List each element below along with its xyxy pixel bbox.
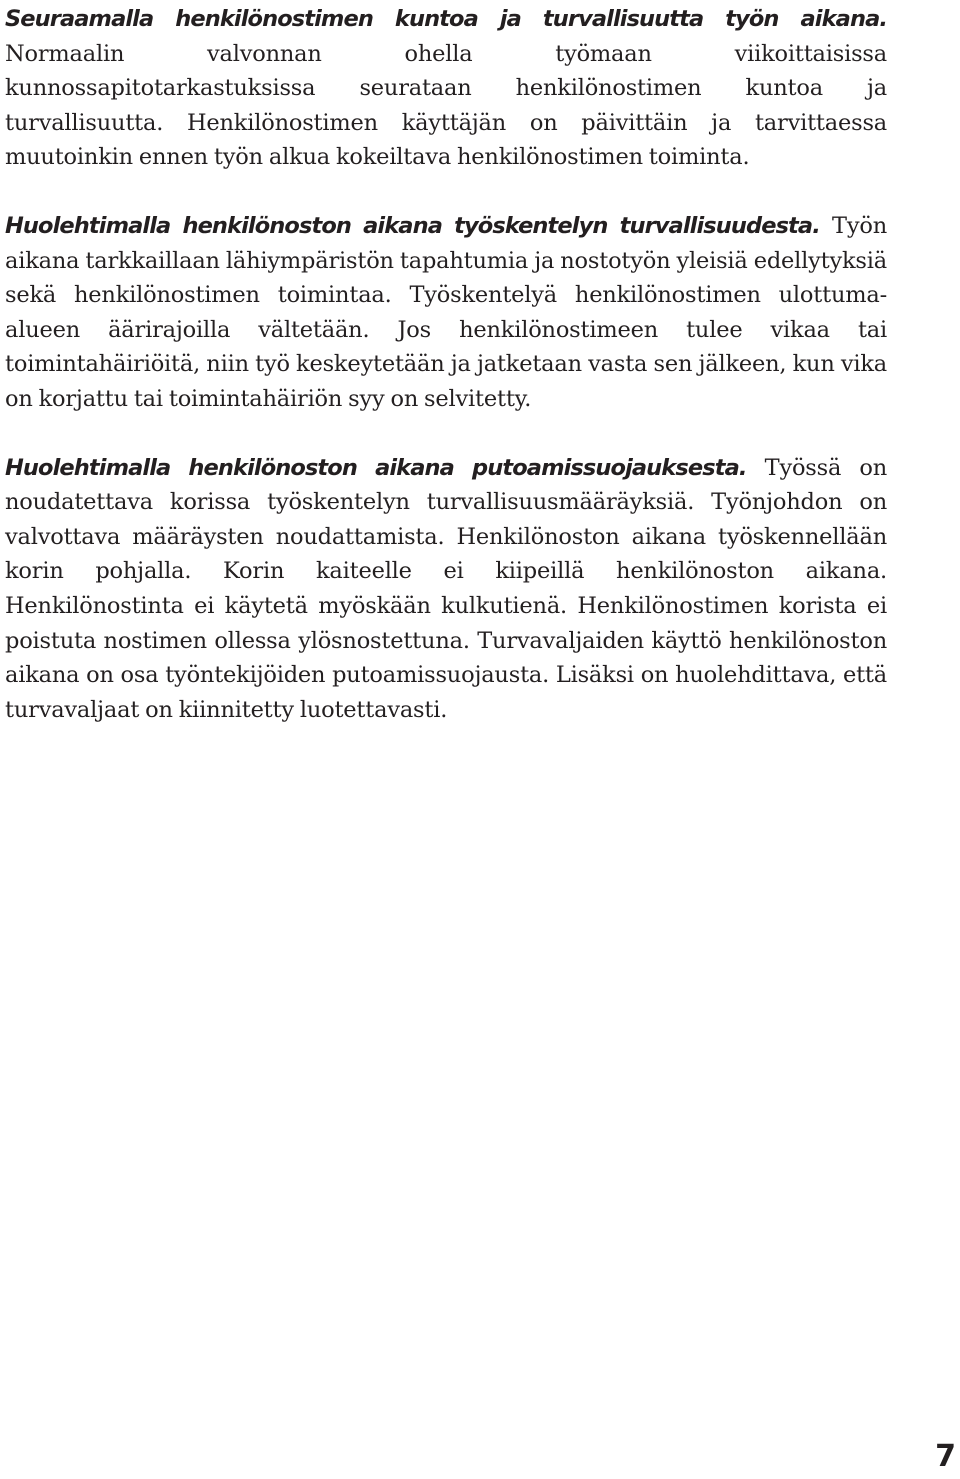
paragraph-body: Työn aikana tarkkaillaan lähiympäristön tapahtumia ja nostotyön yleisiä edellytyksiä sekä henkilönostimen toimintaa. Työskentelyä henkilönostimen ulottuma-alueen äärirajoilla vältetään. Jos henkilönostimeen tulee vikaa tai toimintahäiriöitä, niin työ keskeytetään ja jatketaan vasta sen jälkeen, kun vika on korjattu tai toimintahäiriön syy on selvitetty. [5,212,887,412]
paragraph-body: Työssä on noudatettava korissa työskentelyn turvallisuusmääräyksiä. Työnjohdon on valvottava määräysten noudattamista. Henkilönoston aikana työskennellään korin pohjalla. Korin kaiteelle ei kiipeillä henkilönoston aikana. Henkilönostinta ei käytetä myöskään kulkutienä. Henkilönostimen korista ei poistuta nostimen ollessa ylösnostettuna. Turvavaljaiden käyttö henkilönoston aikana on osa työntekijöiden putoamissuojausta. Lisäksi on huolehdittava, että turvavaljaat on kiinnitetty luotettavasti. [5,454,887,723]
paragraph-lead: Huolehtimalla henkilönoston aikana työskentelyn turvallisuudesta. [5,212,820,239]
page-number: 7 [935,1439,956,1474]
paragraph-lead: Seuraamalla henkilönostimen kuntoa ja turvallisuutta työn aikana. [5,6,887,32]
paragraph-lead: Huolehtimalla henkilönoston aikana putoamissuojauksesta. [5,454,747,481]
document-page [5,2,887,727]
paragraph-work-safety [5,209,887,417]
paragraph-equipment-condition [5,2,887,175]
paragraph-fall-protection [5,451,887,728]
paragraph-body: Normaalin valvonnan ohella työmaan viikoittaisissa kunnossapitotarkastuksissa seurataan henkilönostimen kuntoa ja turvallisuutta. Henkilönostimen käyttäjän on päivittäin ja tarvittaessa muutoinkin ennen työn alkua kokeiltava henkilönostimen toiminta. [5,40,887,171]
